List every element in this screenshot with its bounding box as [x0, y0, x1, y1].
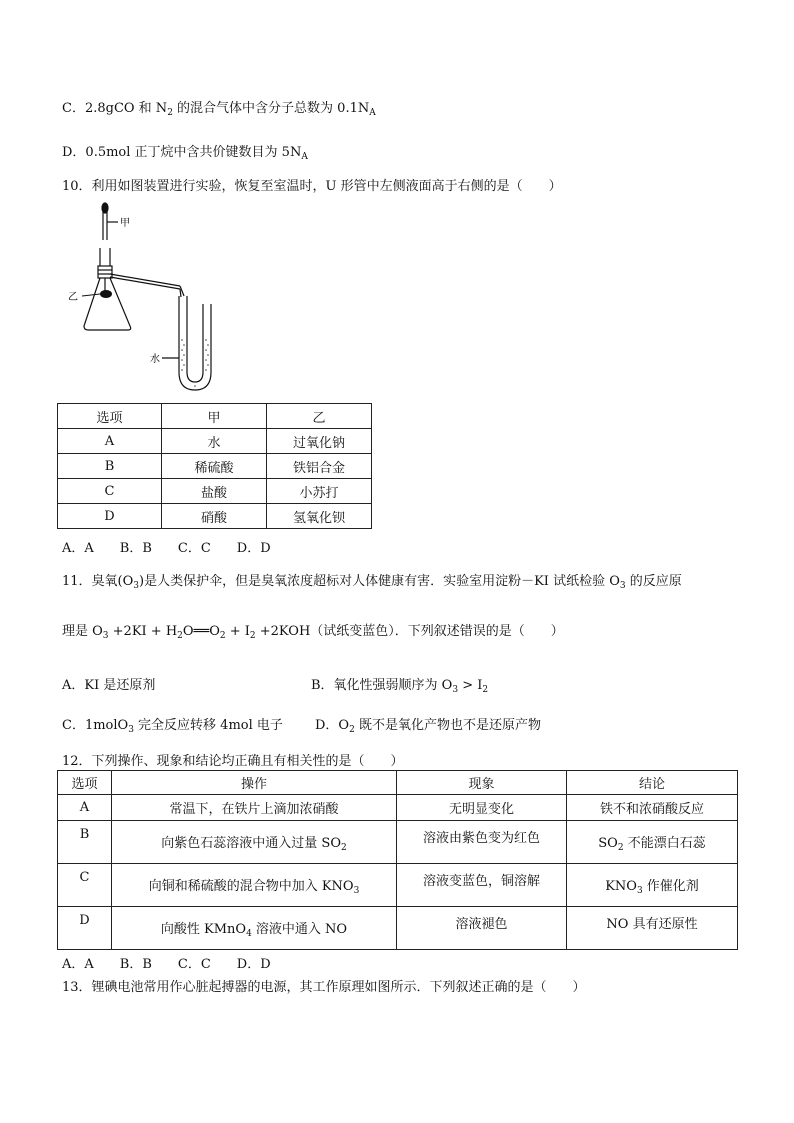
q11-stem-line2: 理是 $O_3 +2KI$ + $H_2O══O_2 + I_2 +2KOH$（试纸变蓝色）．下列叙述错误的是（ ） [62, 624, 564, 641]
q9-option-c: C．2.8gCO 和 $N_2$ 的混合气体中含分子总数为 $0.1N_A$ [62, 101, 376, 118]
table-cell: NO 具有还原性 [567, 907, 738, 950]
q12-stem: 12．下列操作、现象和结论均正确且有相关性的是（ ） [62, 754, 404, 769]
table-header-cell: 操作 [112, 771, 397, 795]
q10-stem: 10．利用如图装置进行实验，恢复至室温时，U 形管中左侧液面高于右侧的是（ ） [62, 179, 562, 194]
table-row [58, 479, 372, 504]
table-cell: A [58, 795, 112, 821]
table-cell: C [58, 479, 162, 504]
table-row [58, 907, 738, 950]
q11-option-a: A．KI 是还原剂 [62, 678, 156, 693]
q10-apparatus-figure [62, 200, 232, 400]
table-cell: 过氧化钠 [267, 429, 372, 454]
table-cell: D [58, 504, 162, 529]
table-cell: C [58, 864, 112, 907]
q12-table [57, 770, 738, 950]
table-row [58, 795, 738, 821]
table-row [58, 504, 372, 529]
table-cell: 硝酸 [162, 504, 267, 529]
q13-stem: 13．锂碘电池常用作心脏起搏器的电源，其工作原理如图所示．下列叙述正确的是（ ） [62, 980, 586, 995]
label-water: 水 [150, 354, 160, 365]
q9-option-d: D．0.5mol 正丁烷中含共价键数目为 $5N_A$ [62, 145, 308, 162]
table-cell: B [58, 821, 112, 864]
table-cell: $SO_2$ 不能漂白石蕊 [567, 821, 738, 864]
table-row [58, 821, 738, 864]
table-cell: 溶液由紫色变为红色 [397, 821, 567, 864]
q10-answer-options: A．A B．B C．C D．D [62, 541, 271, 556]
flask-u-tube-diagram [62, 200, 232, 400]
table-header-cell: 选项 [58, 771, 112, 795]
table-cell: 铁不和浓硝酸反应 [567, 795, 738, 821]
table-cell: D [58, 907, 112, 950]
table-header-row [58, 404, 372, 429]
table-cell: 铁铝合金 [267, 454, 372, 479]
table-cell: 常温下，在铁片上滴加浓硝酸 [112, 795, 397, 821]
table-cell: 向酸性 KMnO$_4$ 溶液中通入 NO [112, 907, 397, 950]
table-row [58, 454, 372, 479]
q10-table [57, 403, 372, 529]
q11-option-c: C．1molO$_3$ 完全反应转移 4mol 电子 [62, 718, 283, 735]
table-cell: B [58, 454, 162, 479]
table-cell: 小苏打 [267, 479, 372, 504]
table-header-cell: 结论 [567, 771, 738, 795]
table-cell: 向紫色石蕊溶液中通入过量 $SO_2$ [112, 821, 397, 864]
table-cell: 水 [162, 429, 267, 454]
q11-option-d: D．$O_2$ 既不是氧化产物也不是还原产物 [315, 718, 541, 735]
table-cell: 氢氧化钡 [267, 504, 372, 529]
table-row [58, 864, 738, 907]
table-cell: 向铜和稀硫酸的混合物中加入 $KNO_3$ [112, 864, 397, 907]
q11-stem-line1: 11．臭氧$(O_3)$是人类保护伞，但是臭氧浓度超标对人体健康有害．实验室用淀粉－KI 试纸检验 $O_3$ 的反应原 [62, 574, 682, 591]
table-header-cell: 选项 [58, 404, 162, 429]
table-header-row [58, 771, 738, 795]
table-cell: 稀硫酸 [162, 454, 267, 479]
table-cell: 盐酸 [162, 479, 267, 504]
table-header-cell: 甲 [162, 404, 267, 429]
label-jia: 甲 [120, 218, 130, 229]
table-cell: 溶液褪色 [397, 907, 567, 950]
q11-option-b: B．氧化性强弱顺序为 $O_3 > I_2$ [311, 678, 489, 695]
table-header-cell: 乙 [267, 404, 372, 429]
label-yi: 乙 [68, 292, 78, 303]
table-cell: $KNO_3$ 作催化剂 [567, 864, 738, 907]
q12-answer-options: A．A B．B C．C D．D [62, 957, 271, 972]
table-cell: 无明显变化 [397, 795, 567, 821]
table-row [58, 429, 372, 454]
table-cell: A [58, 429, 162, 454]
table-header-cell: 现象 [397, 771, 567, 795]
table-cell: 溶液变蓝色，铜溶解 [397, 864, 567, 907]
